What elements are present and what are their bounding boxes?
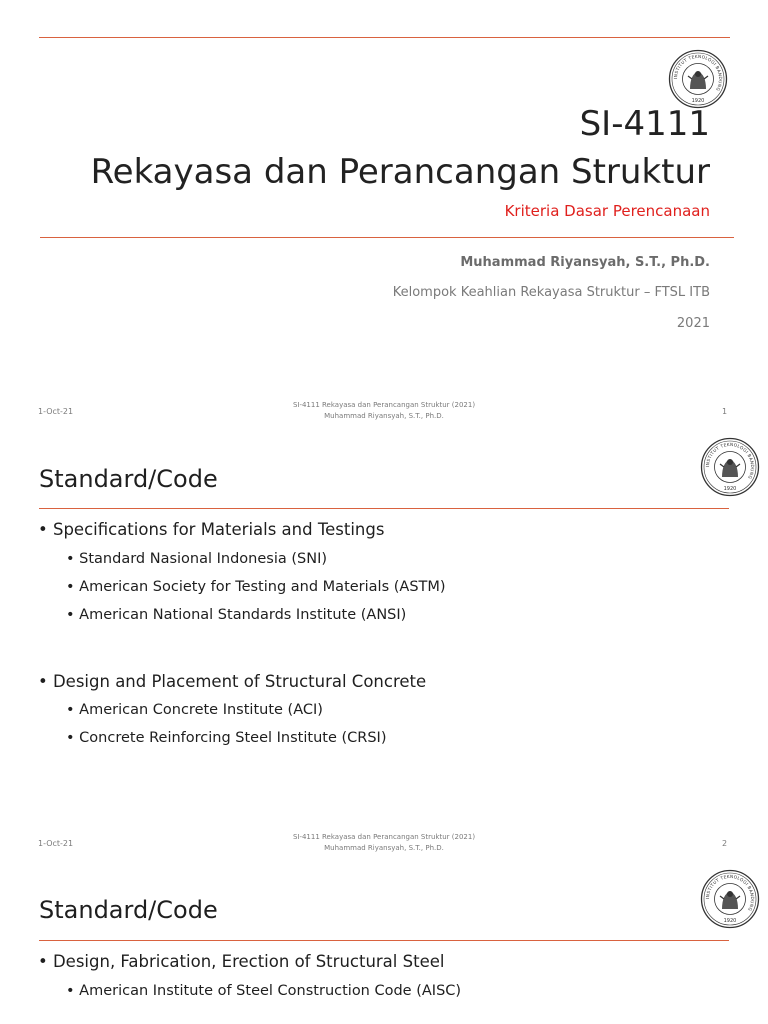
footer-page-number: 2 bbox=[722, 839, 728, 848]
svg-text:INSTITUT TEKNOLOGI BANDUNG: INSTITUT TEKNOLOGI BANDUNG bbox=[705, 874, 755, 912]
author-name: Muhammad Riyansyah, S.T., Ph.D. bbox=[460, 255, 710, 270]
svg-text:INSTITUT TEKNOLOGI BANDUNG: INSTITUT TEKNOLOGI BANDUNG bbox=[673, 54, 723, 92]
svg-text:1920: 1920 bbox=[723, 918, 737, 924]
top-divider bbox=[39, 37, 730, 38]
sub-bullet-aci: • American Concrete Institute (ACI) bbox=[66, 702, 323, 718]
bullet-concrete: • Design and Placement of Structural Concrete bbox=[38, 672, 427, 691]
svg-text:1920: 1920 bbox=[723, 486, 737, 492]
sub-bullet-aisc: • American Institute of Steel Construction Code (AISC) bbox=[66, 983, 462, 999]
research-group: Kelompok Keahlian Rekayasa Struktur – FTSL ITB bbox=[392, 285, 710, 300]
course-code: SI-4111 bbox=[579, 104, 710, 144]
title-slide bbox=[0, 0, 768, 432]
footer-center bbox=[0, 400, 768, 422]
sub-bullet-ansi: • American National Standards Institute (ANSI) bbox=[66, 607, 407, 623]
footer-course: SI-4111 Rekayasa dan Perancangan Struktur (2021) bbox=[292, 833, 476, 841]
footer-date: 1-Oct-21 bbox=[38, 839, 74, 848]
itb-seal-icon bbox=[700, 869, 760, 929]
bullet-materials: • Specifications for Materials and Testings bbox=[38, 520, 385, 539]
year: 2021 bbox=[676, 316, 710, 331]
heading-divider bbox=[39, 940, 729, 941]
footer-author: Muhammad Riyansyah, S.T., Ph.D. bbox=[324, 412, 444, 420]
svg-text:INSTITUT TEKNOLOGI BANDUNG: INSTITUT TEKNOLOGI BANDUNG bbox=[705, 442, 755, 480]
standard-code-slide-1 bbox=[0, 432, 768, 864]
bullet-steel: • Design, Fabrication, Erection of Structural Steel bbox=[38, 952, 445, 971]
itb-seal-icon bbox=[668, 49, 728, 109]
sub-bullet-sni: • Standard Nasional Indonesia (SNI) bbox=[66, 551, 328, 567]
title-divider bbox=[40, 237, 734, 238]
sub-bullet-crsi: • Concrete Reinforcing Steel Institute (CRSI) bbox=[66, 730, 387, 746]
slide-subtitle: Kriteria Dasar Perencanaan bbox=[504, 202, 710, 220]
footer-author: Muhammad Riyansyah, S.T., Ph.D. bbox=[324, 844, 444, 852]
itb-seal-icon bbox=[700, 437, 760, 497]
footer-center bbox=[0, 832, 768, 854]
heading-divider bbox=[39, 508, 729, 509]
footer-course: SI-4111 Rekayasa dan Perancangan Struktur (2021) bbox=[292, 401, 476, 409]
sub-bullet-astm: • American Society for Testing and Materials (ASTM) bbox=[66, 579, 446, 595]
course-title: Rekayasa dan Perancangan Struktur bbox=[90, 152, 710, 192]
standard-code-slide-2 bbox=[0, 864, 768, 1024]
svg-text:1920: 1920 bbox=[691, 98, 705, 104]
footer-page-number: 1 bbox=[722, 407, 728, 416]
footer-date: 1-Oct-21 bbox=[38, 407, 74, 416]
slide-heading: Standard/Code bbox=[39, 896, 218, 924]
slide-heading: Standard/Code bbox=[39, 465, 218, 493]
